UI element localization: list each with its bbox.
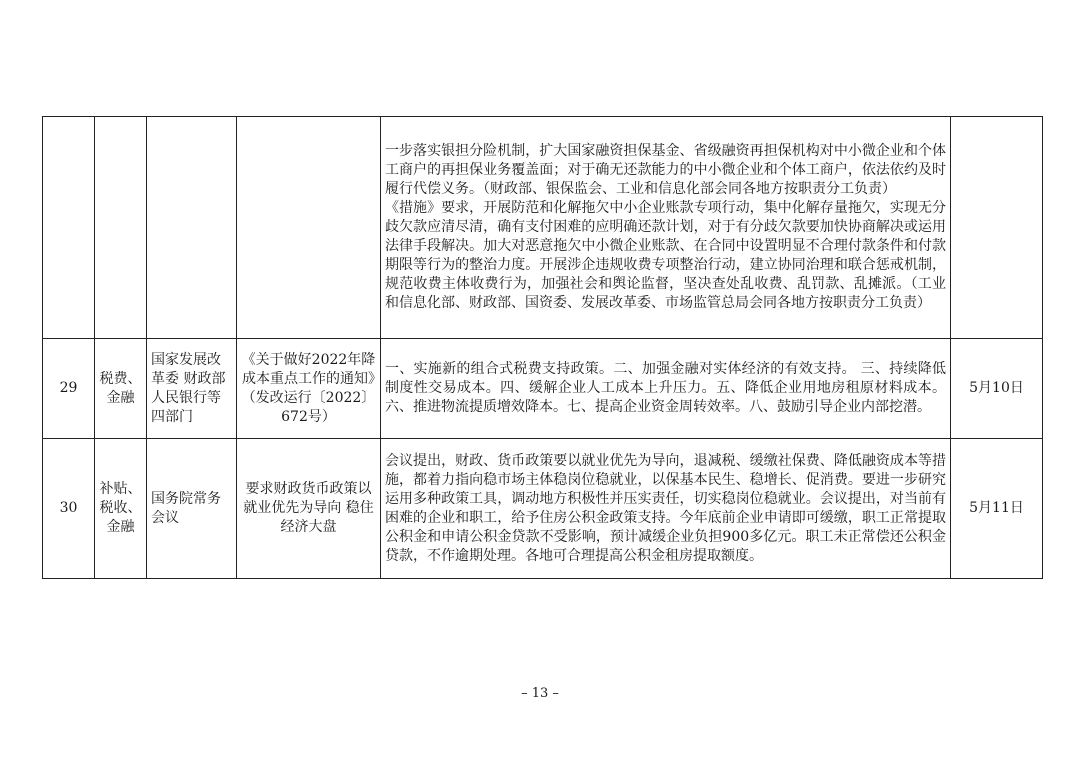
department-cell: 国家发展改革委 财政部 人民银行等四部门 [147,339,237,439]
content-paragraph: 一步落实银担分险机制，扩大国家融资担保基金、省级融资再担保机构对中小微企业和个体工商户的再担保业务覆盖面；对于确无还款能力的中小微企业和个体工商户，依法依约及时履行代偿义务。（财政部、银保监会、工业和信息化部会同各地方按职责分工负责） [385,143,946,197]
page-number: – 13 – [521,686,559,701]
table-row [43,339,1043,439]
content-cell [381,117,951,339]
document-cell: 要求财政货币政策以就业优先为导向 稳住经济大盘 [237,439,381,579]
category-cell [95,117,147,339]
content-paragraph: 《措施》要求，开展防范和化解拖欠中小企业账款专项行动，集中化解存量拖欠，实现无分歧欠款应清尽清，确有支付困难的应明确还款计划，对于有分歧欠款要加快协商解决或运用法律手段解决。加大对恶意拖欠中小微企业账款、在合同中设置明显不合理付款条件和付款期限等行为的整治力度。开展涉企违规收费专项整治行动，建立协同治理和联合惩戒机制，规范收费主体收费行为，加强社会和舆论监督，坚决查处乱收费、乱罚款、乱摊派。（工业和信息化部、财政部、国资委、发展改革委、市场监管总局会同各地方按职责分工负责） [385,200,946,311]
content-cell: 一、实施新的组合式税费支持政策。二、加强金融对实体经济的有效支持。 三、持续降低制度性交易成本。四、缓解企业人工成本上升压力。五、降低企业用地房租原材料成本。六、推进物流提质增效降本。七、提高企业资金周转效率。八、鼓励引导企业内部挖潜。 [381,339,951,439]
department-cell: 国务院常务会议 [147,439,237,579]
date-cell [951,117,1043,339]
category-cell: 补贴、税收、金融 [95,439,147,579]
document-cell [237,117,381,339]
policy-table [42,116,1043,579]
date-cell: 5月11日 [951,439,1043,579]
table-row-continuation [43,117,1043,339]
department-cell [147,117,237,339]
content-cell: 会议提出，财政、货币政策要以就业优先为导向，退减税、缓缴社保费、降低融资成本等措施，都着力指向稳市场主体稳岗位稳就业，以保基本民生、稳增长、促消费。要进一步研究运用多种政策工具，调动地方积极性并压实责任，切实稳岗位稳就业。会议提出，对当前有困难的企业和职工，给予住房公积金政策支持。今年底前企业申请即可缓缴，职工正常提取公积金和申请公积金贷款不受影响，预计减缓企业负担900多亿元。职工未正常偿还公积金贷款，不作逾期处理。各地可合理提高公积金租房提取额度。 [381,439,951,579]
category-cell: 税费、金融 [95,339,147,439]
index-cell: 29 [43,339,95,439]
document-cell: 《关于做好2022年降成本重点工作的通知》（发改运行〔2022〕672号） [237,339,381,439]
index-cell: 30 [43,439,95,579]
date-cell: 5月10日 [951,339,1043,439]
table-row [43,439,1043,579]
index-cell [43,117,95,339]
